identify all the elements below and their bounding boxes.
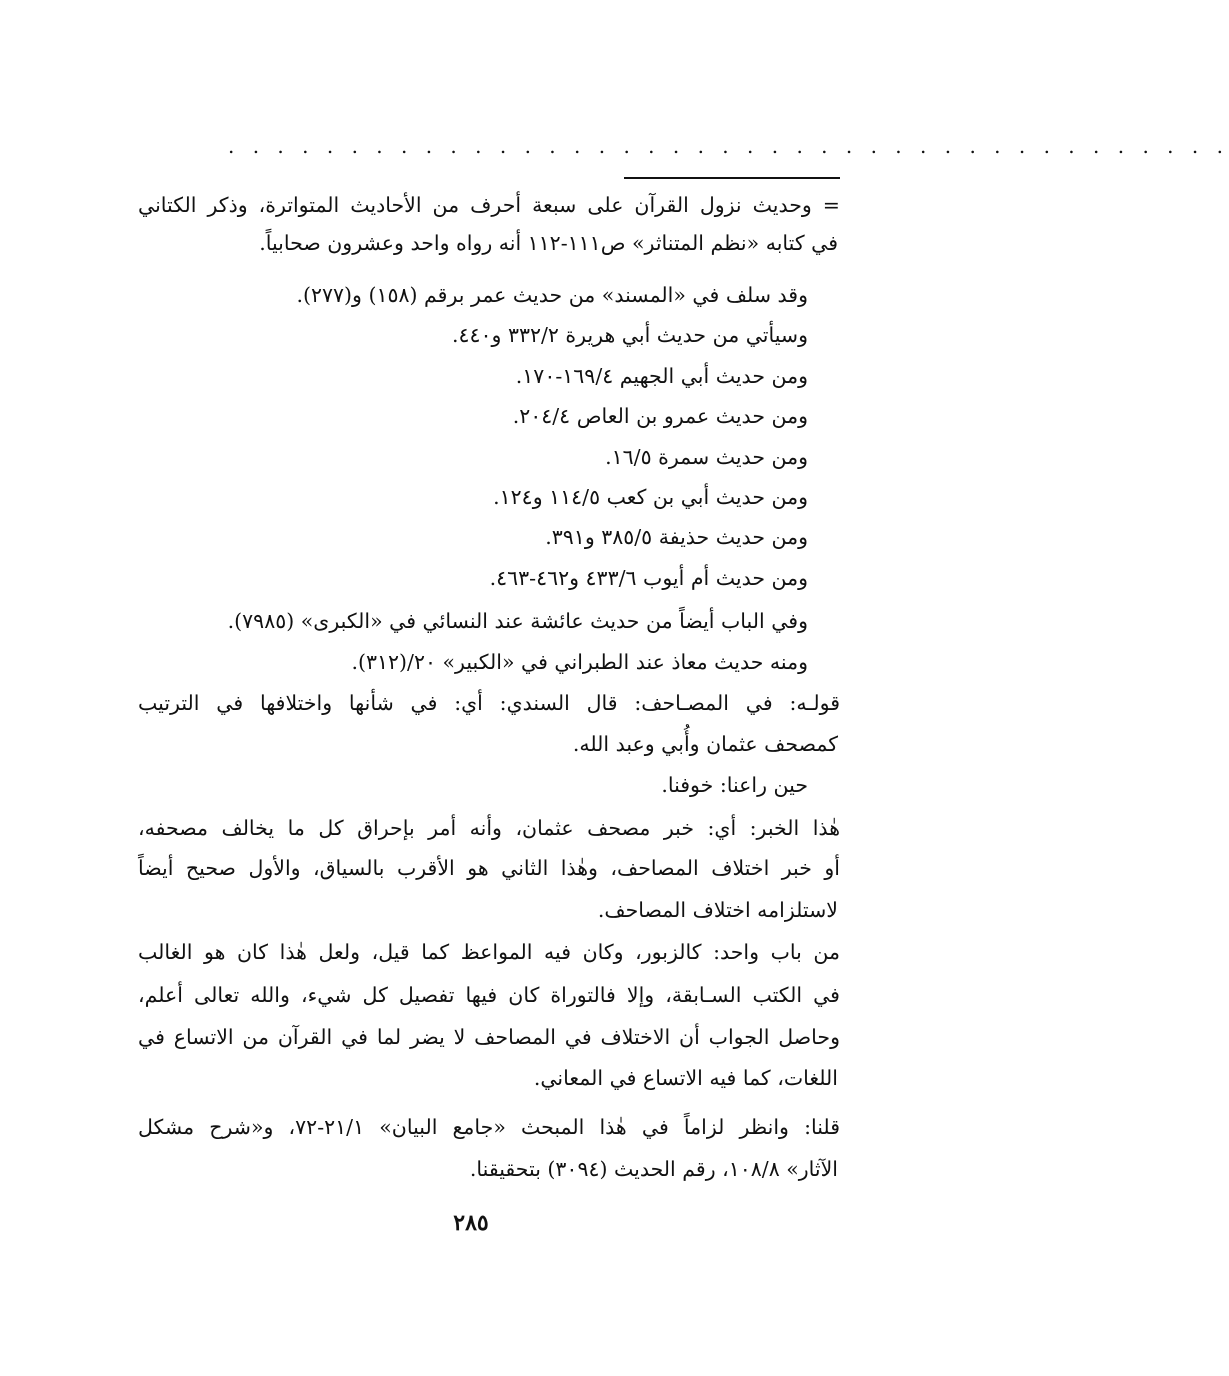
text-line: = وحديث نزول القرآن على سبعة أحرف من الأحاديث المتواترة، وذكر الكتاني — [138, 193, 840, 217]
page-number: ٢٨٥ — [453, 1210, 489, 1236]
text-line: الآثار» ١٠٨/٨، رقم الحديث (٣٠٩٤) بتحقيقنا. — [469, 1157, 838, 1181]
text-line: هٰذا الخبر: أي: خبر مصحف عثمان، وأنه أمر بإحراق كل ما يخالف مصحفه، — [138, 816, 840, 840]
text-line: في كتابه «نظم المتناثر» ص١١١-١١٢ أنه رواه واحد وعشرون صحابياً. — [259, 231, 838, 255]
text-line: قولـه: في المصـاحف: قال السندي: أي: في شأنها واختلافها في الترتيب — [138, 691, 840, 715]
text-line: وقد سلف في «المسند» من حديث عمر برقم (١٥٨) و(٢٧٧). — [296, 283, 808, 307]
text-line: ومن حديث أبي بن كعب ١١٤/٥ و١٢٤. — [493, 485, 808, 509]
text-line: في الكتب السـابقة، وإلا فالتوراة كان فيها تفصيل كل شيء، والله تعالى أعلم، — [138, 983, 840, 1007]
text-line: ومنه حديث معاذ عند الطبراني في «الكبير» ٢٠/(٣١٢). — [351, 650, 808, 674]
text-line: وسيأتي من حديث أبي هريرة ٣٣٢/٢ و٤٤٠. — [451, 323, 808, 347]
text-line: قلنا: وانظر لزاماً في هٰذا المبحث «جامع البيان» ٢١/١-٧٢، و«شرح مشكل — [138, 1115, 840, 1139]
dotted-separator: . . . . . . . . . . . . . . . . . . . . . . . . . . . . . . . . . . . . . . . . . — [228, 134, 1229, 158]
text-line: ومن حديث عمرو بن العاص ٢٠٤/٤. — [512, 404, 808, 428]
text-line: وحاصل الجواب أن الاختلاف في المصاحف لا يضر لما في القرآن من الاتساع في — [138, 1025, 840, 1049]
text-line: ومن حديث سمرة ١٦/٥. — [605, 445, 808, 469]
text-line: ومن حديث أم أيوب ٤٣٣/٦ و٤٦٢-٤٦٣. — [489, 566, 808, 590]
text-line: وفي الباب أيضاً من حديث عائشة عند النسائي في «الكبرى» (٧٩٨٥). — [227, 609, 808, 633]
text-line: اللغات، كما فيه الاتساع في المعاني. — [533, 1066, 838, 1090]
text-line: أو خبر اختلاف المصاحف، وهٰذا الثاني هو الأقرب بالسياق، والأول صحيح أيضاً — [138, 856, 840, 880]
footnote-rule — [624, 177, 840, 179]
text-line: كمصحف عثمان وأُبي وعبد الله. — [572, 732, 838, 756]
text-line: من باب واحد: كالزبور، وكان فيه المواعظ كما قيل، ولعل هٰذا كان هو الغالب — [138, 940, 840, 964]
text-line: حين راعنا: خوفنا. — [661, 773, 808, 797]
text-line: لاستلزامه اختلاف المصاحف. — [597, 898, 838, 922]
text-line: ومن حديث أبي الجهيم ١٦٩/٤-١٧٠. — [515, 364, 808, 388]
text-line: ومن حديث حذيفة ٣٨٥/٥ و٣٩١. — [545, 525, 808, 549]
